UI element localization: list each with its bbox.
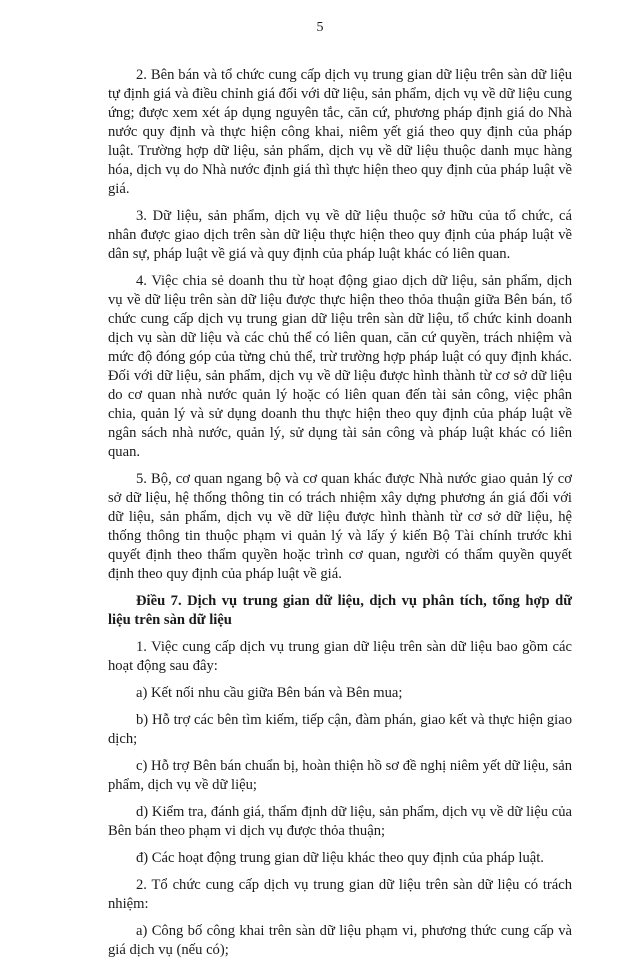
- paragraph-item-c: c) Hỗ trợ Bên bán chuẩn bị, hoàn thiện hồ sơ đề nghị niêm yết dữ liệu, sản phẩm, dịch vụ về dữ liệu;: [108, 758, 572, 793]
- paragraph-clause-2-item-a: a) Công bố công khai trên sàn dữ liệu phạm vi, phương thức cung cấp và giá dịch vụ (nếu có);: [108, 923, 572, 958]
- paragraph-article-clause-2: 2. Tổ chức cung cấp dịch vụ trung gian dữ liệu trên sàn dữ liệu có trách nhiệm:: [108, 877, 572, 912]
- paragraph-item-a: a) Kết nối nhu cầu giữa Bên bán và Bên mua;: [136, 685, 403, 701]
- paragraph-article-clause-1: 1. Việc cung cấp dịch vụ trung gian dữ liệu trên sàn dữ liệu bao gồm các hoạt động sau đây:: [108, 639, 572, 674]
- paragraph-item-b: b) Hỗ trợ các bên tìm kiếm, tiếp cận, đàm phán, giao kết và thực hiện giao dịch;: [108, 712, 572, 747]
- page-number: 5: [316, 20, 324, 35]
- paragraph-item-dd: đ) Các hoạt động trung gian dữ liệu khác theo quy định của pháp luật.: [136, 850, 544, 866]
- article-heading: Điều 7. Dịch vụ trung gian dữ liệu, dịch vụ phân tích, tổng hợp dữ liệu trên sàn dữ liệu: [108, 593, 572, 628]
- paragraph-item-d: d) Kiểm tra, đánh giá, thẩm định dữ liệu, sản phẩm, dịch vụ về dữ liệu của Bên bán theo phạm vi dịch vụ được thỏa thuận;: [108, 804, 572, 839]
- paragraph-clause-3: 3. Dữ liệu, sản phẩm, dịch vụ về dữ liệu thuộc sở hữu của tổ chức, cá nhân được giao dịch trên sàn dữ liệu thực hiện theo quy định của pháp luật về dân sự, pháp luật về giá và quy định của pháp luật khác có liên quan.: [108, 208, 572, 262]
- paragraph-clause-4: 4. Việc chia sẻ doanh thu từ hoạt động giao dịch dữ liệu, sản phẩm, dịch vụ về dữ liệu trên sàn dữ liệu được thực hiện theo thỏa thuận giữa Bên bán, tổ chức cung cấp dịch vụ trung gian dữ liệu trên sàn dữ liệu, tổ chức kinh doanh dịch vụ sàn dữ liệu và các chủ thể có liên quan, căn cứ quyền, trách nhiệm và mức độ đóng góp của từng chủ thể, trừ trường hợp pháp luật có quy định khác. Đối với dữ liệu, sản phẩm, dịch vụ về dữ liệu được hình thành từ cơ sở dữ liệu do cơ quan nhà nước quản lý hoặc có liên quan đến tài sản công, việc phân chia, quản lý và sử dụng doanh thu thực hiện theo quy định của pháp luật về ngân sách nhà nước, quản lý, sử dụng tài sản công và pháp luật khác có liên quan.: [108, 273, 572, 460]
- paragraph-clause-5: 5. Bộ, cơ quan ngang bộ và cơ quan khác được Nhà nước giao quản lý cơ sở dữ liệu, hệ thống thông tin có trách nhiệm xây dựng phương án giá đối với dữ liệu, sản phẩm, dịch vụ về dữ liệu được hình thành từ cơ sở dữ liệu, hệ thống thông tin thuộc phạm vi quản lý và lấy ý kiến Bộ Tài chính trước khi quyết định theo thẩm quyền hoặc trình cơ quan, người có thẩm quyền quyết định theo quy định của pháp luật về giá.: [108, 471, 572, 582]
- paragraph-clause-2: 2. Bên bán và tổ chức cung cấp dịch vụ trung gian dữ liệu trên sàn dữ liệu tự định giá và điều chỉnh giá đối với dữ liệu, sản phẩm, dịch vụ về dữ liệu cung ứng; được xem xét áp dụng nguyên tắc, căn cứ, phương pháp định giá do Nhà nước quy định và thực hiện công khai, niêm yết giá theo quy định của pháp luật. Trường hợp dữ liệu, sản phẩm, dịch vụ về dữ liệu thuộc danh mục hàng hóa, dịch vụ do Nhà nước định giá thì thực hiện theo quy định của pháp luật về giá.: [108, 67, 572, 197]
- page-body: [108, 66, 572, 968]
